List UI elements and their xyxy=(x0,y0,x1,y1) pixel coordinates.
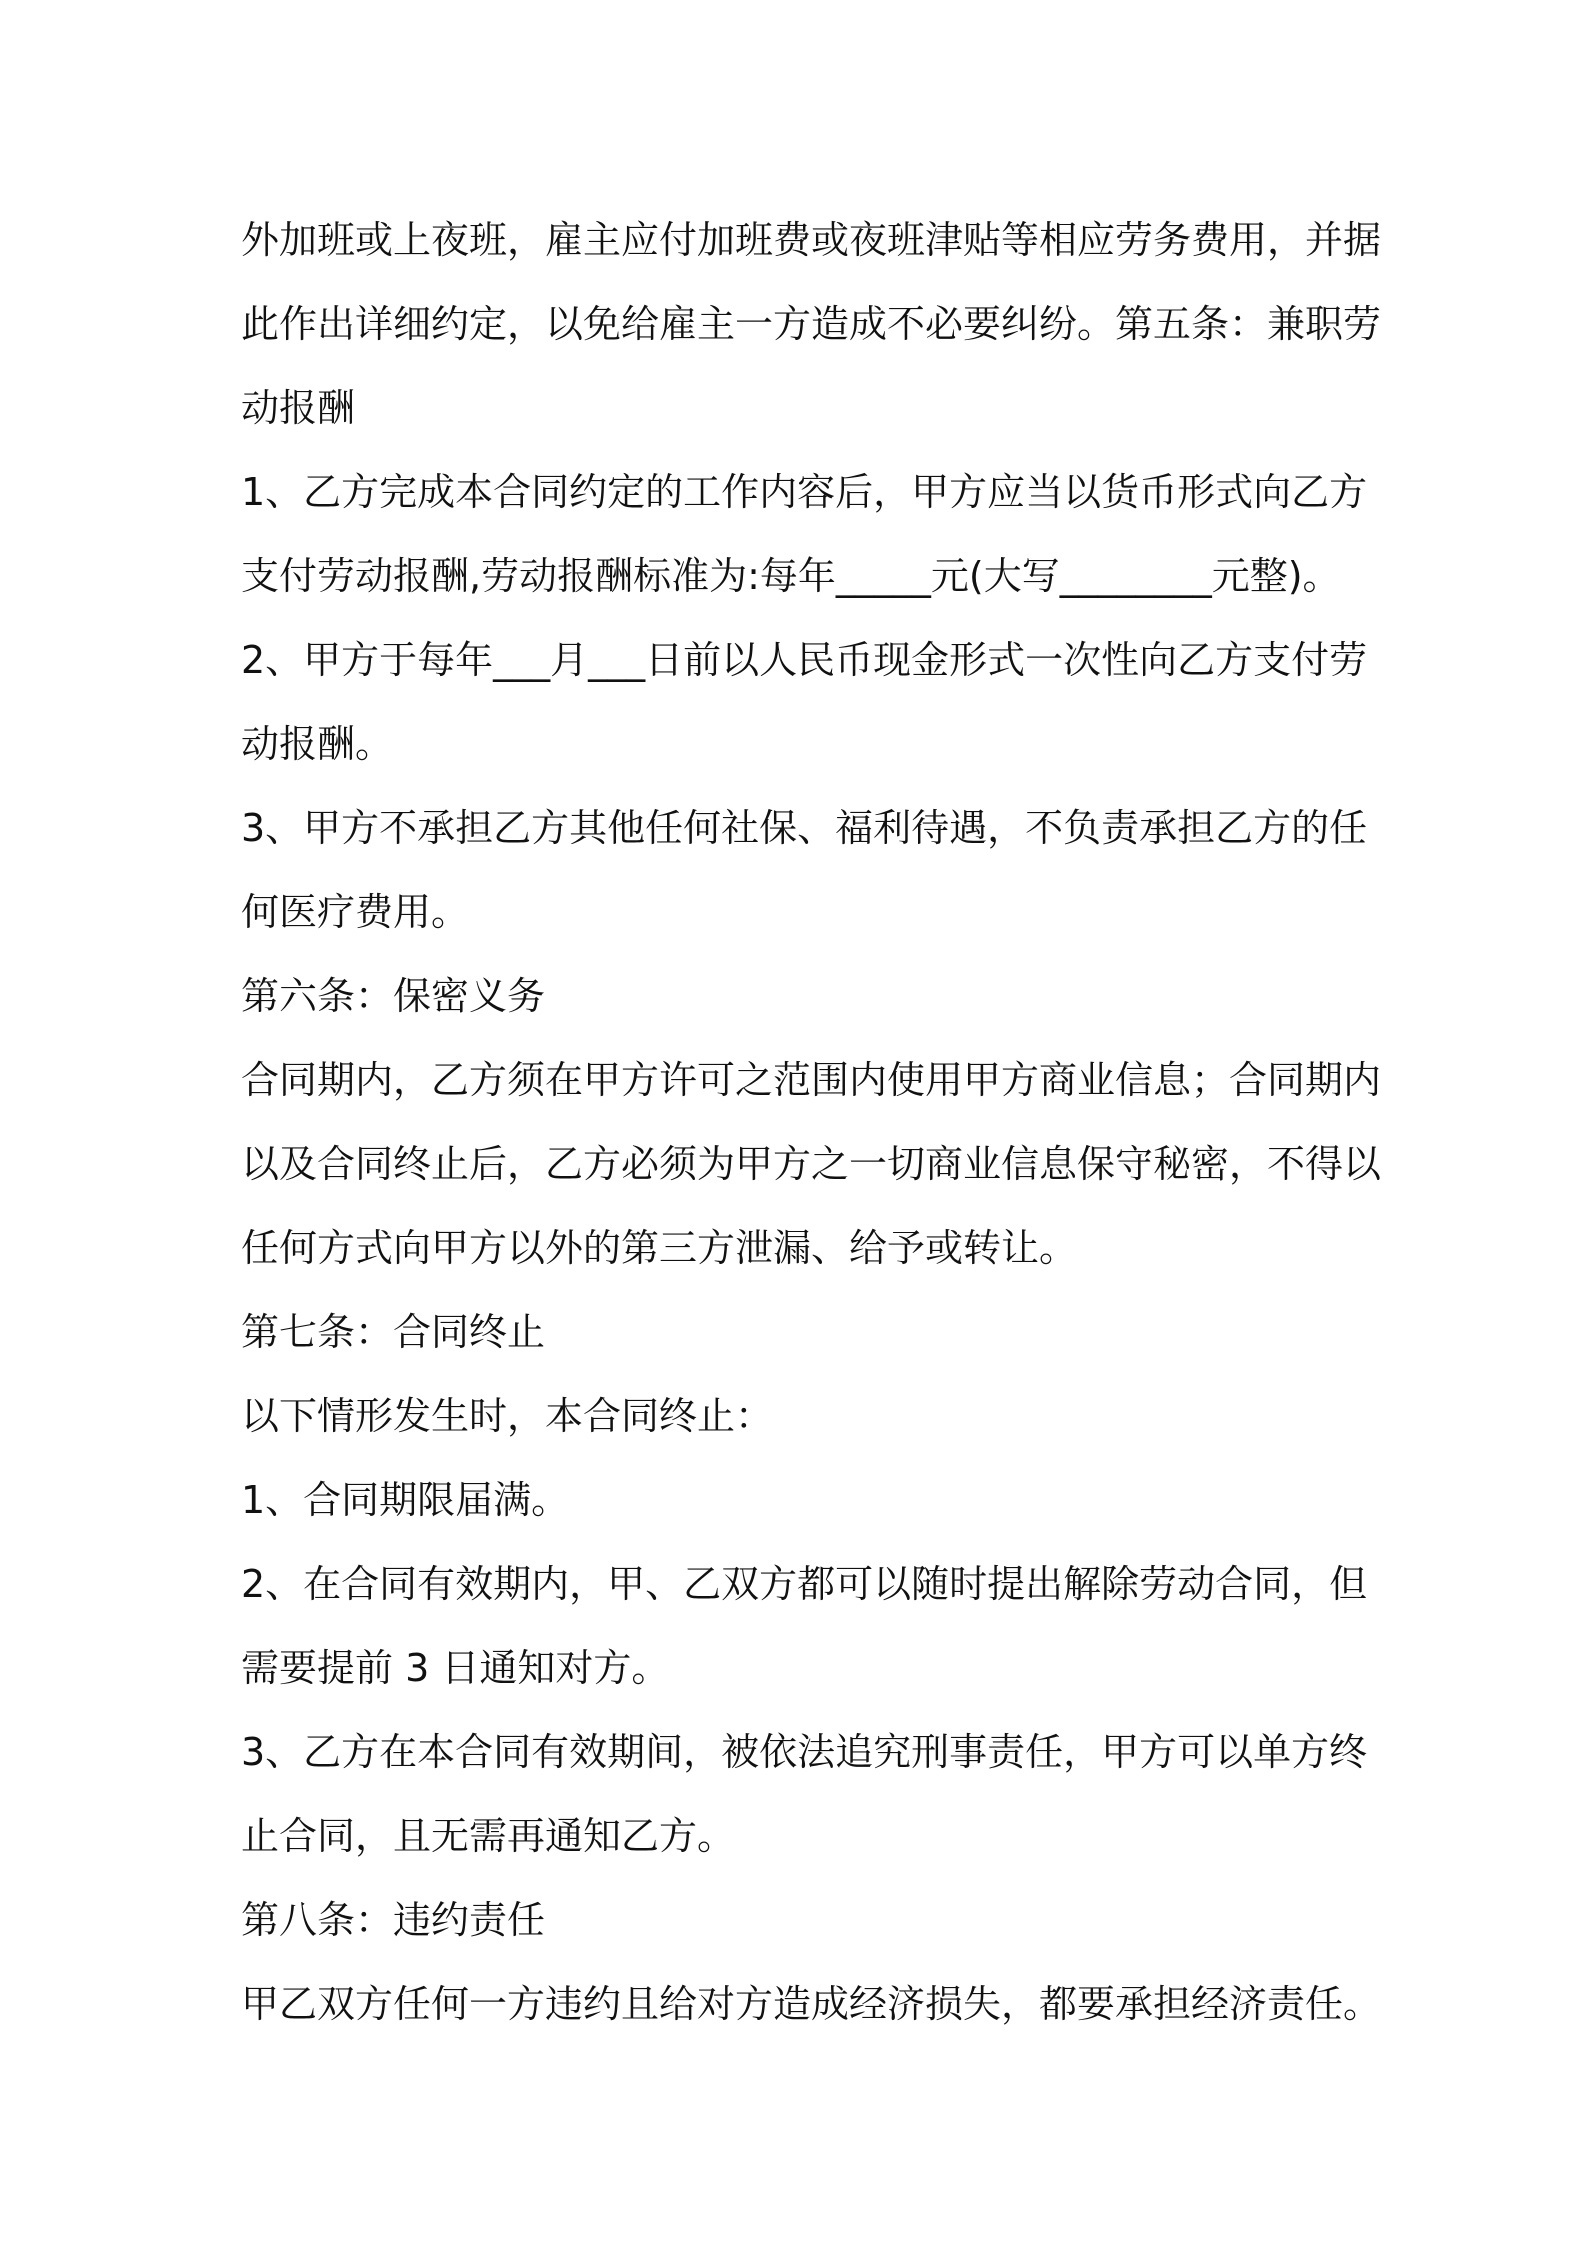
text-line: 3、乙方在本合同有效期间，被依法追究刑事责任，甲方可以单方终 xyxy=(241,1730,1368,1774)
text-line: 2、甲方于每年___月___日前以人民币现金形式一次性向乙方支付劳 xyxy=(241,638,1368,682)
section-heading: 第七条：合同终止 xyxy=(241,1310,546,1354)
text-line: 2、在合同有效期内，甲、乙双方都可以随时提出解除劳动合同，但 xyxy=(241,1562,1368,1606)
text-line: 需要提前 3 日通知对方。 xyxy=(241,1646,670,1690)
text-line: 动报酬 xyxy=(241,386,356,430)
text-line: 动报酬。 xyxy=(241,722,394,766)
document-body xyxy=(241,198,1382,2046)
text-line: 1、合同期限届满。 xyxy=(241,1478,570,1522)
text-line: 何医疗费用。 xyxy=(241,890,470,934)
text-line: 任何方式向甲方以外的第三方泄漏、给予或转让。 xyxy=(241,1226,1078,1270)
text-line: 合同期内，乙方须在甲方许可之范围内使用甲方商业信息；合同期内 xyxy=(241,1058,1382,1102)
text-line: 以及合同终止后，乙方必须为甲方之一切商业信息保守秘密，不得以 xyxy=(241,1142,1382,1186)
text-line: 止合同，且无需再通知乙方。 xyxy=(241,1814,736,1858)
text-line: 外加班或上夜班，雇主应付加班费或夜班津贴等相应劳务费用，并据 xyxy=(241,218,1382,262)
text-line: 1、乙方完成本合同约定的工作内容后，甲方应当以货币形式向乙方 xyxy=(241,470,1368,514)
text-line: 3、甲方不承担乙方其他任何社保、福利待遇，不负责承担乙方的任 xyxy=(241,806,1368,850)
section-heading: 第六条：保密义务 xyxy=(241,974,546,1018)
text-line: 甲乙双方任何一方违约且给对方造成经济损失，都要承担经济责任。 xyxy=(241,1982,1382,2026)
text-line: 此作出详细约定，以免给雇主一方造成不必要纠纷。第五条：兼职劳 xyxy=(241,302,1382,346)
section-heading: 第八条：违约责任 xyxy=(241,1898,546,1942)
text-line: 以下情形发生时，本合同终止： xyxy=(241,1394,774,1438)
text-line: 支付劳动报酬,劳动报酬标准为:每年_____元(大写________元整)。 xyxy=(241,554,1341,598)
